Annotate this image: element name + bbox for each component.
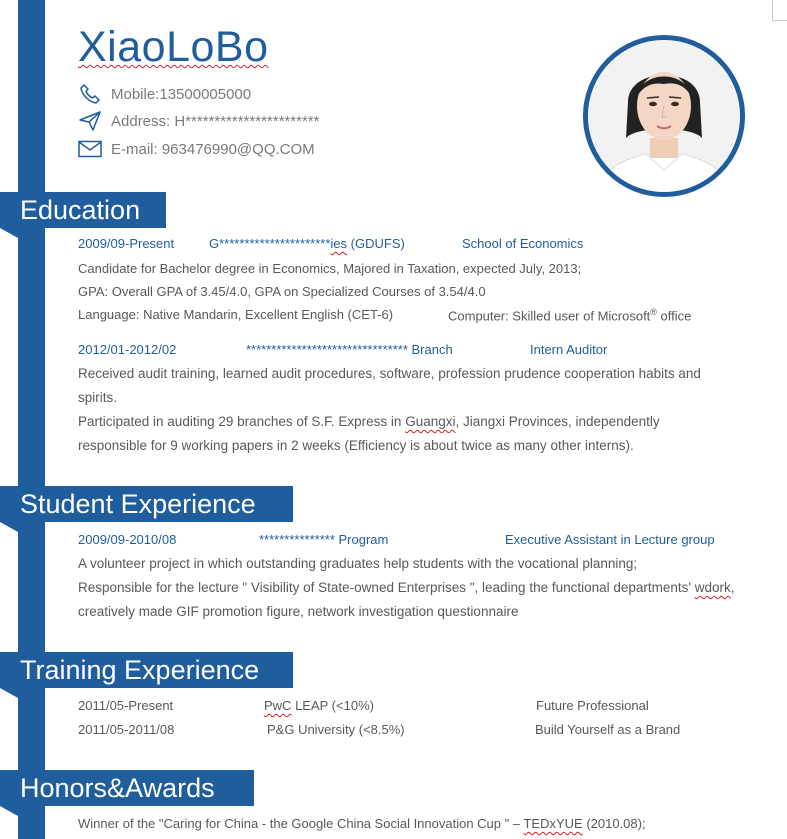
training-row-2-title: Build Yourself as a Brand bbox=[535, 722, 681, 737]
education-language-line: Language: Native Mandarin, Excellent English (CET-6) bbox=[78, 307, 394, 322]
page-corner-mark bbox=[772, 20, 787, 21]
training-row-2-program: P&G University (<8.5%) bbox=[267, 722, 405, 737]
education-degree-line: Candidate for Bachelor degree in Economics, Majored in Taxation, expected July, 2013; bbox=[78, 261, 582, 276]
training-row-1-date: 2011/05-Present bbox=[78, 698, 174, 713]
education-entry-2-organization: ******************************** Branch bbox=[246, 342, 453, 357]
address-text: Address: H*********************** bbox=[111, 112, 320, 130]
honors-line-1: Winner of the "Caring for China - the Google China Social Innovation Cup " – TEDxYUE (2010.08); bbox=[78, 816, 646, 831]
section-title-honors-awards: Honors&Awards bbox=[0, 770, 254, 806]
student-desc-line-2: Responsible for the lecture " Visibility of State-owned Enterprises ", leading the functional departments' wdork, bbox=[78, 580, 735, 595]
contact-mobile bbox=[78, 82, 251, 106]
education-entry-1-date: 2009/09-Present bbox=[78, 236, 175, 251]
paper-plane-icon bbox=[78, 110, 102, 132]
internship-desc-line-4: responsible for 9 working papers in 2 weeks (Efficiency is about twice as many other interns). bbox=[78, 438, 634, 453]
section-fold-decoration bbox=[0, 522, 18, 532]
student-entry-date: 2009/09-2010/08 bbox=[78, 532, 177, 547]
training-row-1-title: Future Professional bbox=[536, 698, 649, 713]
internship-desc-line-3: Participated in auditing 29 branches of S.F. Express in Guangxi, Jiangxi Provinces, independently bbox=[78, 414, 660, 429]
section-fold-decoration bbox=[0, 228, 18, 238]
contact-address bbox=[78, 109, 319, 133]
section-title-student-experience: Student Experience bbox=[0, 486, 293, 522]
section-fold-decoration bbox=[0, 688, 18, 698]
profile-photo bbox=[583, 35, 745, 197]
education-entry-2-role: Intern Auditor bbox=[530, 342, 608, 357]
candidate-name: XiaoLoBo bbox=[78, 23, 269, 71]
training-row-1-program: PwC LEAP (<10%) bbox=[264, 698, 374, 713]
section-title-training-experience: Training Experience bbox=[0, 652, 293, 688]
student-desc-line-3: creatively made GIF promotion figure, network investigation questionnaire bbox=[78, 604, 519, 619]
email-text: E-mail: 963476990@QQ.COM bbox=[111, 140, 315, 158]
student-desc-line-1: A volunteer project in which outstanding graduates help students with the vocational planning; bbox=[78, 556, 638, 571]
student-entry-organization: *************** Program bbox=[259, 532, 389, 547]
education-computer-line: Computer: Skilled user of Microsoft® office bbox=[448, 307, 692, 324]
mobile-text: Mobile:13500005000 bbox=[111, 85, 252, 103]
internship-desc-line-2: spirits. bbox=[78, 390, 118, 405]
education-entry-1-school: G**********************ies (GDUFS) bbox=[209, 236, 405, 251]
phone-icon bbox=[78, 83, 102, 105]
contact-email bbox=[78, 137, 315, 161]
section-title-education: Education bbox=[0, 192, 166, 228]
student-entry-role: Executive Assistant in Lecture group bbox=[505, 532, 715, 547]
education-entry-2-date: 2012/01-2012/02 bbox=[78, 342, 177, 357]
education-gpa-line: GPA: Overall GPA of 3.45/4.0, GPA on Specialized Courses of 3.54/4.0 bbox=[78, 284, 486, 299]
envelope-icon bbox=[78, 138, 102, 160]
training-row-2-date: 2011/05-2011/08 bbox=[78, 722, 175, 737]
internship-desc-line-1: Received audit training, learned audit procedures, software, profession prudence cooperation habits and bbox=[78, 366, 701, 381]
left-accent-bar bbox=[18, 0, 45, 839]
page-corner-mark bbox=[772, 0, 773, 20]
education-entry-1-department: School of Economics bbox=[462, 236, 584, 251]
section-fold-decoration bbox=[0, 806, 18, 816]
